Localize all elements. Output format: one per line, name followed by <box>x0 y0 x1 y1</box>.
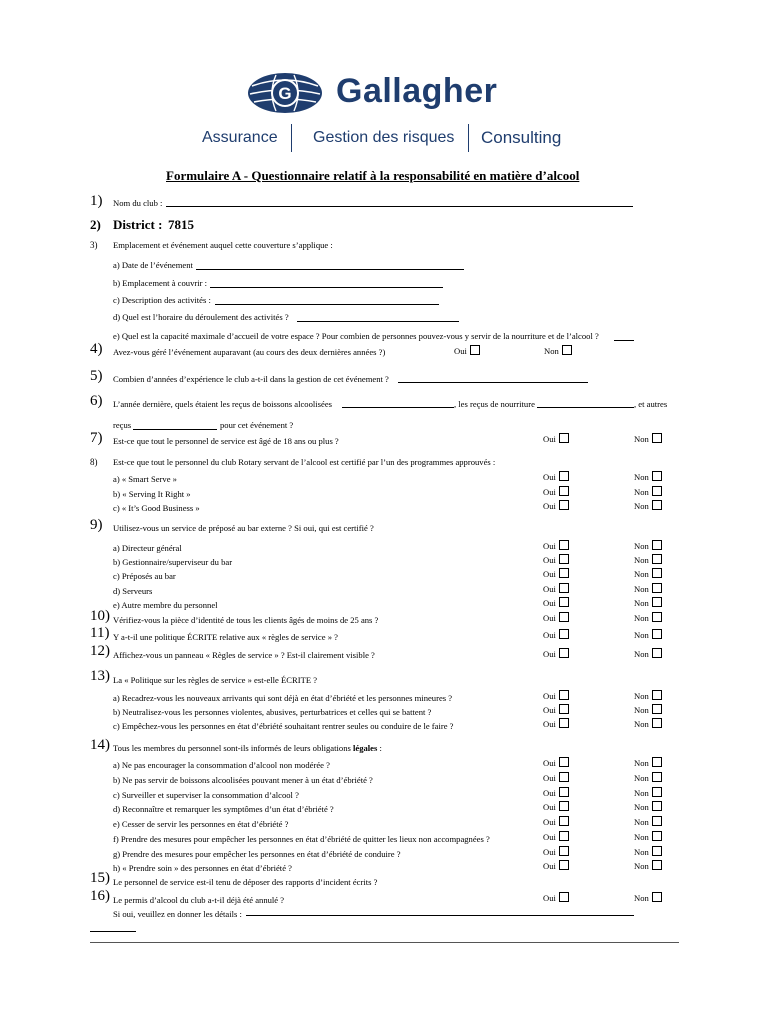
q9-item-oui-checkbox[interactable] <box>559 568 569 578</box>
q10-label: Vérifiez-vous la pièce d’identité de tous les clients âgés de moins de 25 ans ? <box>113 615 379 625</box>
district-value: 7815 <box>168 217 194 232</box>
q13-item-oui-checkbox[interactable] <box>559 704 569 714</box>
q14-item-oui-checkbox[interactable] <box>559 801 569 811</box>
q14-item-label: f) Prendre des mesures pour empêcher les personnes en état d’ébriété de quitter les lieux non accompagnées ? <box>113 834 490 844</box>
q9-item-oui <box>543 540 569 551</box>
q9-item-label: c) Préposés au bar <box>113 571 176 581</box>
q9-label: Utilisez-vous un service de préposé au bar externe ? Si oui, qui est certifié ? <box>113 523 374 533</box>
svg-text:G: G <box>278 84 292 103</box>
q9-item-non <box>634 554 662 565</box>
q14-item-oui <box>543 787 569 798</box>
q8-item-oui-checkbox[interactable] <box>559 486 569 496</box>
oui-label: Oui <box>543 501 556 511</box>
oui-label: Oui <box>543 613 556 623</box>
gallagher-logo <box>246 72 526 114</box>
oui-label: Oui <box>543 832 556 842</box>
q10-oui <box>543 612 569 623</box>
q8-item-non <box>634 500 662 511</box>
q6-number: 6) <box>90 393 103 409</box>
q14-item-oui-checkbox[interactable] <box>559 860 569 870</box>
details-field[interactable] <box>246 907 634 916</box>
q14-label-bold: légales <box>353 743 378 753</box>
club-name-field[interactable] <box>166 198 633 207</box>
capacity-field[interactable] <box>614 332 634 341</box>
non-label: Non <box>634 598 649 608</box>
non-label: Non <box>634 613 649 623</box>
q10-number: 10) <box>90 608 110 624</box>
q3-a-label: a) Date de l’événement <box>113 260 193 270</box>
oui-label: Oui <box>543 719 556 729</box>
q14-item-label: c) Surveiller et superviser la consommation d’alcool ? <box>113 790 299 800</box>
q14-label-tail: : <box>377 743 382 753</box>
q4-oui <box>454 345 480 356</box>
q14-item-oui-checkbox[interactable] <box>559 772 569 782</box>
q2-number: 2) <box>90 217 101 232</box>
q14-item-oui <box>543 846 569 857</box>
oui-label: Oui <box>543 472 556 482</box>
q13-number: 13) <box>90 668 110 684</box>
q8-item-non-checkbox[interactable] <box>652 471 662 481</box>
oui-label: Oui <box>543 773 556 783</box>
q13-item-oui <box>543 704 569 715</box>
q8-item-non <box>634 471 662 482</box>
q8-item-oui <box>543 500 569 511</box>
non-label: Non <box>634 719 649 729</box>
q9-item-oui-checkbox[interactable] <box>559 597 569 607</box>
q10-non <box>634 612 662 623</box>
q13-item-oui <box>543 718 569 729</box>
oui-label: Oui <box>543 691 556 701</box>
q14-item-non-checkbox[interactable] <box>652 831 662 841</box>
q7-label: Est-ce que tout le personnel de service est âgé de 18 ans ou plus ? <box>113 436 339 446</box>
q1-label: Nom du club : <box>113 198 163 208</box>
footnote-rule <box>90 931 136 932</box>
q14-item-non <box>634 846 662 857</box>
tagline-assurance: Assurance <box>202 129 278 146</box>
q14-item-non <box>634 757 662 768</box>
q9-item-oui-checkbox[interactable] <box>559 554 569 564</box>
q16-label: Le permis d’alcool du club a-t-il déjà été annulé ? <box>113 895 285 905</box>
q13-item-oui-checkbox[interactable] <box>559 718 569 728</box>
non-label: Non <box>634 541 649 551</box>
q14-item-label: a) Ne pas encourager la consommation d’alcool non modérée ? <box>113 760 330 770</box>
q14-item-oui <box>543 801 569 812</box>
oui-label: Oui <box>543 893 556 903</box>
brand-name: Gallagher <box>336 72 498 110</box>
q4-oui-checkbox[interactable] <box>470 345 480 355</box>
non-label: Non <box>634 649 649 659</box>
q6-part3: , et autres <box>634 399 668 409</box>
q9-item-non <box>634 597 662 608</box>
q6-line2a: reçus <box>113 420 132 430</box>
q16-details-label: Si oui, veuillez en donner les détails : <box>113 909 242 919</box>
oui-label: Oui <box>543 598 556 608</box>
q9-item-non <box>634 540 662 551</box>
q8-item-oui-checkbox[interactable] <box>559 500 569 510</box>
non-label: Non <box>634 802 649 812</box>
oui-label: Oui <box>543 584 556 594</box>
non-label: Non <box>634 861 649 871</box>
q8-label: Est-ce que tout le personnel du club Rotary servant de l’alcool est certifié par l’un des programmes approuvés : <box>113 457 496 467</box>
q9-item-oui <box>543 583 569 594</box>
non-label: Non <box>634 472 649 482</box>
q9-item-non <box>634 568 662 579</box>
q7-oui <box>543 433 569 444</box>
q11-oui <box>543 629 569 640</box>
schedule-field[interactable] <box>297 313 459 322</box>
q12-number: 12) <box>90 643 110 659</box>
q9-item-non-checkbox[interactable] <box>652 554 662 564</box>
q15-number: 15) <box>90 870 110 886</box>
q12-label: Affichez-vous un panneau « Règles de service » ? Est-il clairement visible ? <box>113 650 375 660</box>
tagline-gestion: Gestion des risques <box>313 129 455 146</box>
q7-oui-checkbox[interactable] <box>559 433 569 443</box>
q13-item-non-checkbox[interactable] <box>652 690 662 700</box>
q3-label: Emplacement et événement auquel cette couverture s’applique : <box>113 240 333 250</box>
oui-label: Oui <box>543 569 556 579</box>
q5-number: 5) <box>90 368 103 384</box>
q7-number: 7) <box>90 430 103 446</box>
q16-oui-checkbox[interactable] <box>559 892 569 902</box>
location-field[interactable] <box>210 279 443 288</box>
q9-item-label: e) Autre membre du personnel <box>113 600 218 610</box>
non-label: Non <box>634 817 649 827</box>
q9-item-non-checkbox[interactable] <box>652 583 662 593</box>
experience-field[interactable] <box>398 374 588 383</box>
q14-item-non <box>634 772 662 783</box>
q14-item-label: g) Prendre des mesures pour empêcher les personnes en état d’ébriété de conduire ? <box>113 849 401 859</box>
q12-non-checkbox[interactable] <box>652 648 662 658</box>
q3-e-label: e) Quel est la capacité maximale d’accueil de votre espace ? Pour combien de personnes pouvez-vous y servir de la nourriture et de l’alcool ? <box>113 331 599 341</box>
q4-number: 4) <box>90 341 103 357</box>
q14-item-oui <box>543 757 569 768</box>
other-receipts-field[interactable] <box>133 421 217 430</box>
oui-label: Oui <box>543 847 556 857</box>
food-receipts-field[interactable] <box>537 399 634 408</box>
q8-item-non-checkbox[interactable] <box>652 500 662 510</box>
non-label: Non <box>634 705 649 715</box>
q14-item-oui-checkbox[interactable] <box>559 787 569 797</box>
tagline-consulting: Consulting <box>481 128 562 147</box>
q8-number: 8) <box>90 457 98 467</box>
alcohol-receipts-field[interactable] <box>342 399 454 408</box>
q9-item-oui-checkbox[interactable] <box>559 540 569 550</box>
tagline-divider <box>291 124 292 152</box>
q9-item-oui-checkbox[interactable] <box>559 583 569 593</box>
q13-item-oui-checkbox[interactable] <box>559 690 569 700</box>
q9-item-oui <box>543 554 569 565</box>
q14-item-oui-checkbox[interactable] <box>559 846 569 856</box>
q8-item-label: a) « Smart Serve » <box>113 474 177 484</box>
q14-number: 14) <box>90 737 110 753</box>
q14-item-non-checkbox[interactable] <box>652 787 662 797</box>
oui-label: Oui <box>543 487 556 497</box>
q9-item-non-checkbox[interactable] <box>652 540 662 550</box>
q9-item-oui <box>543 568 569 579</box>
q9-item-non <box>634 583 662 594</box>
q14-item-label: d) Reconnaître et remarquer les symptômes d’un état d’ébriété ? <box>113 804 334 814</box>
q11-non <box>634 629 662 640</box>
q13-item-non-checkbox[interactable] <box>652 718 662 728</box>
q13-item-label: c) Empêchez-vous les personnes en état d’ébriété souhaitant rentrer seules ou conduire de le faire ? <box>113 721 454 731</box>
q2-label: District : <box>113 217 163 232</box>
q4-label: Avez-vous géré l’événement auparavant (au cours des deux dernières années ?) <box>113 347 386 357</box>
q12-non <box>634 648 662 659</box>
q14-item-oui <box>543 772 569 783</box>
q3-d-label: d) Quel est l’horaire du déroulement des activités ? <box>113 312 289 322</box>
q14-item-label: b) Ne pas servir de boissons alcoolisées pouvant mener à un état d’ébriété ? <box>113 775 373 785</box>
q16-non <box>634 892 662 903</box>
q7-non <box>634 433 662 444</box>
q11-oui-checkbox[interactable] <box>559 629 569 639</box>
q14-item-non <box>634 801 662 812</box>
q8-item-label: b) « Serving It Right » <box>113 489 191 499</box>
q9-item-oui <box>543 597 569 608</box>
q12-oui <box>543 648 569 659</box>
q6-part2: , les reçus de nourriture <box>454 399 535 409</box>
non-label: Non <box>634 758 649 768</box>
non-label: Non <box>634 584 649 594</box>
q13-item-non <box>634 704 662 715</box>
q4-non <box>544 345 572 356</box>
q6-line2b: pour cet événement ? <box>220 420 294 430</box>
oui-label: Oui <box>543 630 556 640</box>
q14-label <box>113 743 382 753</box>
q1-number: 1) <box>90 193 103 209</box>
q3-number: 3) <box>90 240 98 250</box>
q14-item-non-checkbox[interactable] <box>652 860 662 870</box>
q10-non-checkbox[interactable] <box>652 612 662 622</box>
q8-item-non <box>634 486 662 497</box>
q14-item-oui-checkbox[interactable] <box>559 831 569 841</box>
q9-item-non-checkbox[interactable] <box>652 597 662 607</box>
q14-item-non-checkbox[interactable] <box>652 846 662 856</box>
q3-b-label: b) Emplacement à couvrir : <box>113 278 208 288</box>
q14-item-oui <box>543 831 569 842</box>
non-label: Non <box>634 555 649 565</box>
q16-oui <box>543 892 569 903</box>
q9-item-non-checkbox[interactable] <box>652 568 662 578</box>
non-label: Non <box>634 847 649 857</box>
q13-item-label: b) Neutralisez-vous les personnes violentes, abusives, perturbatrices et celles qui se battent ? <box>113 707 432 717</box>
q8-item-oui <box>543 486 569 497</box>
non-label: Non <box>634 893 649 903</box>
q14-item-label: e) Cesser de servir les personnes en état d’ébriété ? <box>113 819 289 829</box>
tagline <box>200 124 580 152</box>
non-label: Non <box>544 346 559 356</box>
q8-item-oui-checkbox[interactable] <box>559 471 569 481</box>
q9-item-label: b) Gestionnaire/superviseur du bar <box>113 557 233 567</box>
q12-oui-checkbox[interactable] <box>559 648 569 658</box>
oui-label: Oui <box>543 817 556 827</box>
oui-label: Oui <box>454 346 467 356</box>
oui-label: Oui <box>543 788 556 798</box>
q8-item-oui <box>543 471 569 482</box>
oui-label: Oui <box>543 705 556 715</box>
non-label: Non <box>634 630 649 640</box>
q13-item-oui <box>543 690 569 701</box>
q13-item-non <box>634 690 662 701</box>
q13-label: La « Politique sur les règles de service » est-elle ÉCRITE ? <box>113 675 318 685</box>
q5-label: Combien d’années d’expérience le club a-t-il dans la gestion de cet événement ? <box>113 374 389 384</box>
q14-label-text: Tous les membres du personnel sont-ils informés de leurs obligations <box>113 743 351 753</box>
tagline-divider <box>468 124 469 152</box>
oui-label: Oui <box>543 541 556 551</box>
non-label: Non <box>634 569 649 579</box>
oui-label: Oui <box>543 861 556 871</box>
q14-item-oui-checkbox[interactable] <box>559 816 569 826</box>
q13-item-non <box>634 718 662 729</box>
globe-g-icon <box>246 72 324 114</box>
q14-item-non-checkbox[interactable] <box>652 757 662 767</box>
q14-item-non <box>634 787 662 798</box>
activities-field[interactable] <box>215 296 439 305</box>
q7-non-checkbox[interactable] <box>652 433 662 443</box>
q16-non-checkbox[interactable] <box>652 892 662 902</box>
q14-item-label: h) « Prendre soin » des personnes en état d’ébriété ? <box>113 863 292 873</box>
q11-number: 11) <box>90 625 110 641</box>
non-label: Non <box>634 501 649 511</box>
q14-item-non-checkbox[interactable] <box>652 816 662 826</box>
q14-item-non <box>634 831 662 842</box>
q13-item-non-checkbox[interactable] <box>652 704 662 714</box>
q6-label: L’année dernière, quels étaient les reçus de boissons alcoolisées <box>113 399 332 409</box>
q14-item-non-checkbox[interactable] <box>652 801 662 811</box>
footer-rule <box>90 942 679 943</box>
q10-oui-checkbox[interactable] <box>559 612 569 622</box>
q9-item-label: d) Serveurs <box>113 586 153 596</box>
non-label: Non <box>634 788 649 798</box>
non-label: Non <box>634 434 649 444</box>
oui-label: Oui <box>543 802 556 812</box>
oui-label: Oui <box>543 434 556 444</box>
q14-item-oui <box>543 816 569 827</box>
q16-number: 16) <box>90 888 110 904</box>
q11-label: Y a-t-il une politique ÉCRITE relative aux « règles de service » ? <box>113 632 338 642</box>
event-date-field[interactable] <box>196 261 464 270</box>
q9-number: 9) <box>90 517 103 533</box>
oui-label: Oui <box>543 555 556 565</box>
q14-item-non <box>634 816 662 827</box>
q14-item-oui <box>543 860 569 871</box>
non-label: Non <box>634 773 649 783</box>
q14-item-non-checkbox[interactable] <box>652 772 662 782</box>
q11-non-checkbox[interactable] <box>652 629 662 639</box>
non-label: Non <box>634 832 649 842</box>
oui-label: Oui <box>543 758 556 768</box>
page-title: Formulaire A - Questionnaire relatif à la responsabilité en matière d’alcool <box>166 168 580 183</box>
q14-item-oui-checkbox[interactable] <box>559 757 569 767</box>
non-label: Non <box>634 691 649 701</box>
q15-label: Le personnel de service est-il tenu de déposer des rapports d’incident écrits ? <box>113 877 378 887</box>
q14-item-non <box>634 860 662 871</box>
q4-non-checkbox[interactable] <box>562 345 572 355</box>
q8-item-label: c) « It’s Good Business » <box>113 503 200 513</box>
q3-c-label: c) Description des activités : <box>113 295 211 305</box>
q9-item-label: a) Directeur général <box>113 543 182 553</box>
q13-item-label: a) Recadrez-vous les nouveaux arrivants qui sont déjà en état d’ébriété et les personnes mineures ? <box>113 693 453 703</box>
non-label: Non <box>634 487 649 497</box>
oui-label: Oui <box>543 649 556 659</box>
q8-item-non-checkbox[interactable] <box>652 486 662 496</box>
